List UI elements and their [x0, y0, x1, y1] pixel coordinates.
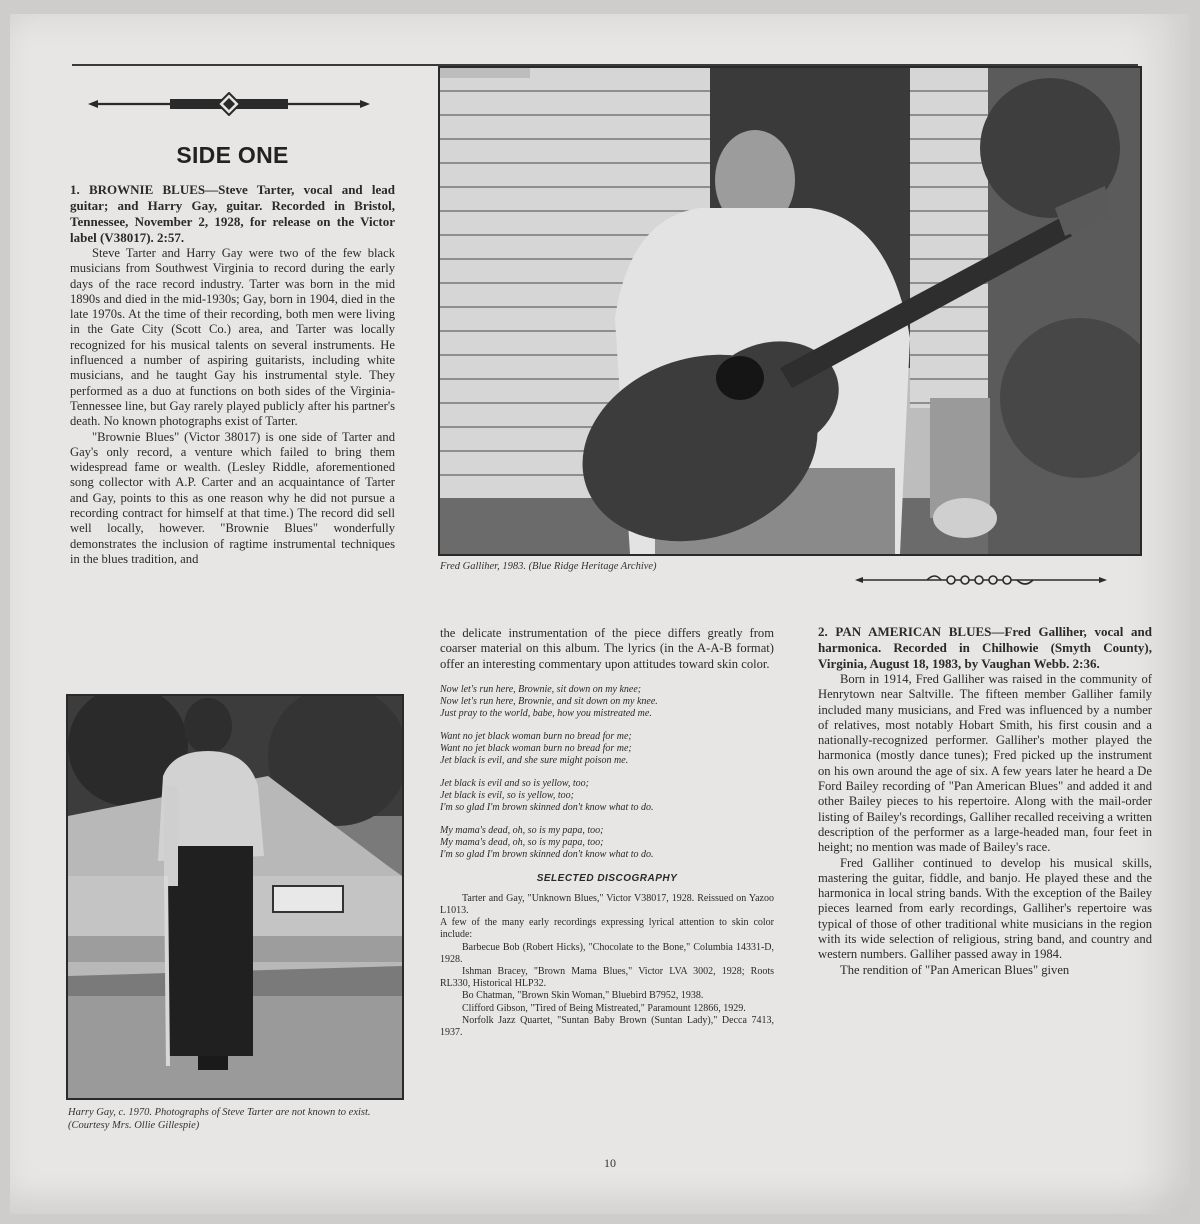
- track2-paragraph-2: Fred Galliher continued to develop his musical skills, mastering the guitar, fiddle, and banjo. He played these and the harmonica in local string bands. With the exception of the Bailey pieces learned from early recordings, Galliher's repertoire was typical of those of other traditional white musicians in the region with its wide selection of religious, string band, and country and western numbers. Galliher passed away in 1984.: [818, 855, 1152, 962]
- caption-harry-gay: Harry Gay, c. 1970. Photographs of Steve Tarter are not known to exist. (Courtesy Mrs. Ollie Gillespie): [68, 1107, 371, 1131]
- track1-paragraph-1: Steve Tarter and Harry Gay were two of the few black musicians from Southwest Virginia to record during the early days of the race record industry. Tarter was born in the mid 1890s and died in the mid-1930s; Gay, born in 1904, died in the late 1970s. At the time of their recording, both men were living in the Gate City (Scott Co.) area, and Tarter was locally recognized for his musical talents on several instruments. He influenced a number of aspiring guitarists, including white musicians, and he taught Gay his instrumental style. They performed as a duo at functions on both sides of the Virginia-Tennessee line, but Gay rarely played publicly after his partner's death. No known photographs exist of Tarter.: [70, 246, 395, 429]
- ornament-scroll-icon: [855, 572, 1107, 588]
- track1-heading: 1. BROWNIE BLUES—Steve Tarter, vocal and lead guitar; and Harry Gay, guitar. Recorded in Bristol, Tennessee, November 2, 1928, for release on the Victor label (V38017). 2:57.: [70, 182, 395, 245]
- lyric-line: Now let's run here, Brownie, and sit down on my knee.: [440, 696, 658, 708]
- track2-paragraph-1: Born in 1914, Fred Galliher was raised in the community of Henrytown near Saltville. The fifteen member Galliher family included many musicians, and Fred was influenced by a number of relatives, most notably Hobart Smith, his first cousin and a nationally-recognized performer. Galliher's mother played the harmonica (mostly dance tunes); Fred picked up the instrument on his own around the age of six. A few years later he heard a De Ford Bailey recording of "Pan American Blues" and added it and other Bailey pieces to his repertoire. Along with the mail-order listing of Bailey's recordings, Galliher recalled receiving a written description of the performer as a large-headed man, four feet in height; no mention was made of Bailey's race.: [818, 672, 1152, 855]
- discography-list: [440, 893, 774, 1039]
- lyric-line: Just pray to the world, babe, how you mistreated me.: [440, 708, 652, 720]
- discography-entry: A few of the many early recordings expressing lyrical attention to skin color include:: [440, 917, 774, 941]
- lyrics-verse: [440, 825, 774, 862]
- lyric-line: My mama's dead, oh, so is my papa, too;: [440, 824, 604, 836]
- side-title: SIDE ONE: [176, 142, 289, 168]
- track1-paragraph-3: the delicate instrumentation of the piece differs greatly from coarser material on this album. The lyrics (in the A-A-B format) offer an interesting commentary upon attitudes toward skin color.: [440, 626, 774, 671]
- photo-fred-galliher: [438, 66, 1142, 556]
- track1-column: [70, 182, 395, 567]
- photo-harry-gay: [66, 694, 404, 1100]
- middle-column: [440, 626, 774, 1039]
- lyric-line: I'm so glad I'm brown skinned don't know what to do.: [440, 849, 654, 861]
- page-number: 10: [604, 1156, 616, 1170]
- ornament-divider-icon: [88, 92, 370, 116]
- discography-entry: Tarter and Gay, "Unknown Blues," Victor V38017, 1928. Reissued on Yazoo L1013.: [440, 892, 774, 916]
- lyric-line: Jet black is evil, and she sure might poison me.: [440, 755, 629, 767]
- discography-entry: Norfolk Jazz Quartet, "Suntan Baby Brown (Suntan Lady)," Decca 7413, 1937.: [440, 1014, 774, 1038]
- discography-entry: Ishman Bracey, "Brown Mama Blues," Victor LVA 3002, 1928; Roots RL330, Historical HLP32.: [440, 965, 774, 990]
- discography-entry: Bo Chatman, "Brown Skin Woman," Bluebird B7952, 1938.: [462, 990, 704, 1002]
- track2-column: [818, 624, 1152, 978]
- lyric-line: Now let's run here, Brownie, sit down on my knee;: [440, 683, 642, 695]
- lyric-line: Jet black is evil, so is yellow, too;: [440, 789, 574, 801]
- caption-fred-galliher: Fred Galliher, 1983. (Blue Ridge Heritage Archive): [440, 561, 657, 572]
- track2-paragraph-3: The rendition of "Pan American Blues" given: [840, 962, 1070, 977]
- photo-harry-gay-image: [68, 696, 402, 1098]
- track2-heading: 2. PAN AMERICAN BLUES—Fred Galliher, vocal and harmonica. Recorded in Chilhowie (Smyth County), Virginia, August 18, 1983, by Vaughan Webb. 2:36.: [818, 624, 1152, 671]
- lyric-line: Jet black is evil and so is yellow, too;: [440, 777, 589, 789]
- lyric-line: Want no jet black woman burn no bread for me;: [440, 743, 632, 755]
- lyric-line: I'm so glad I'm brown skinned don't know what to do.: [440, 802, 654, 814]
- lyrics-verse: [440, 778, 774, 815]
- lyric-line: My mama's dead, oh, so is my papa, too;: [440, 836, 604, 848]
- discography-title: SELECTED DISCOGRAPHY: [536, 873, 678, 885]
- photo-fred-galliher-image: [440, 68, 1140, 554]
- lyrics-verse: [440, 684, 774, 721]
- lyric-line: Want no jet black woman burn no bread for me;: [440, 730, 632, 742]
- discography-entry: Barbecue Bob (Robert Hicks), "Chocolate to the Bone," Columbia 14331-D, 1928.: [440, 941, 774, 965]
- track1-paragraph-2: "Brownie Blues" (Victor 38017) is one side of Tarter and Gay's only record, a venture which failed to bring them widespread fame or wealth. (Lesley Riddle, aforementioned song collector with A.P. Carter and an acquaintance of Tarter and Gay, points to this as one reason why he did not pursue a recording contract for himself at that time.) The record did sell well locally, however. "Brownie Blues" wonderfully demonstrates the inclusion of ragtime instrumental techniques in the blues tradition, and: [70, 429, 395, 566]
- discography-entry: Clifford Gibson, "Tired of Being Mistreated," Paramount 12866, 1929.: [462, 1002, 746, 1014]
- lyrics-verse: [440, 731, 774, 768]
